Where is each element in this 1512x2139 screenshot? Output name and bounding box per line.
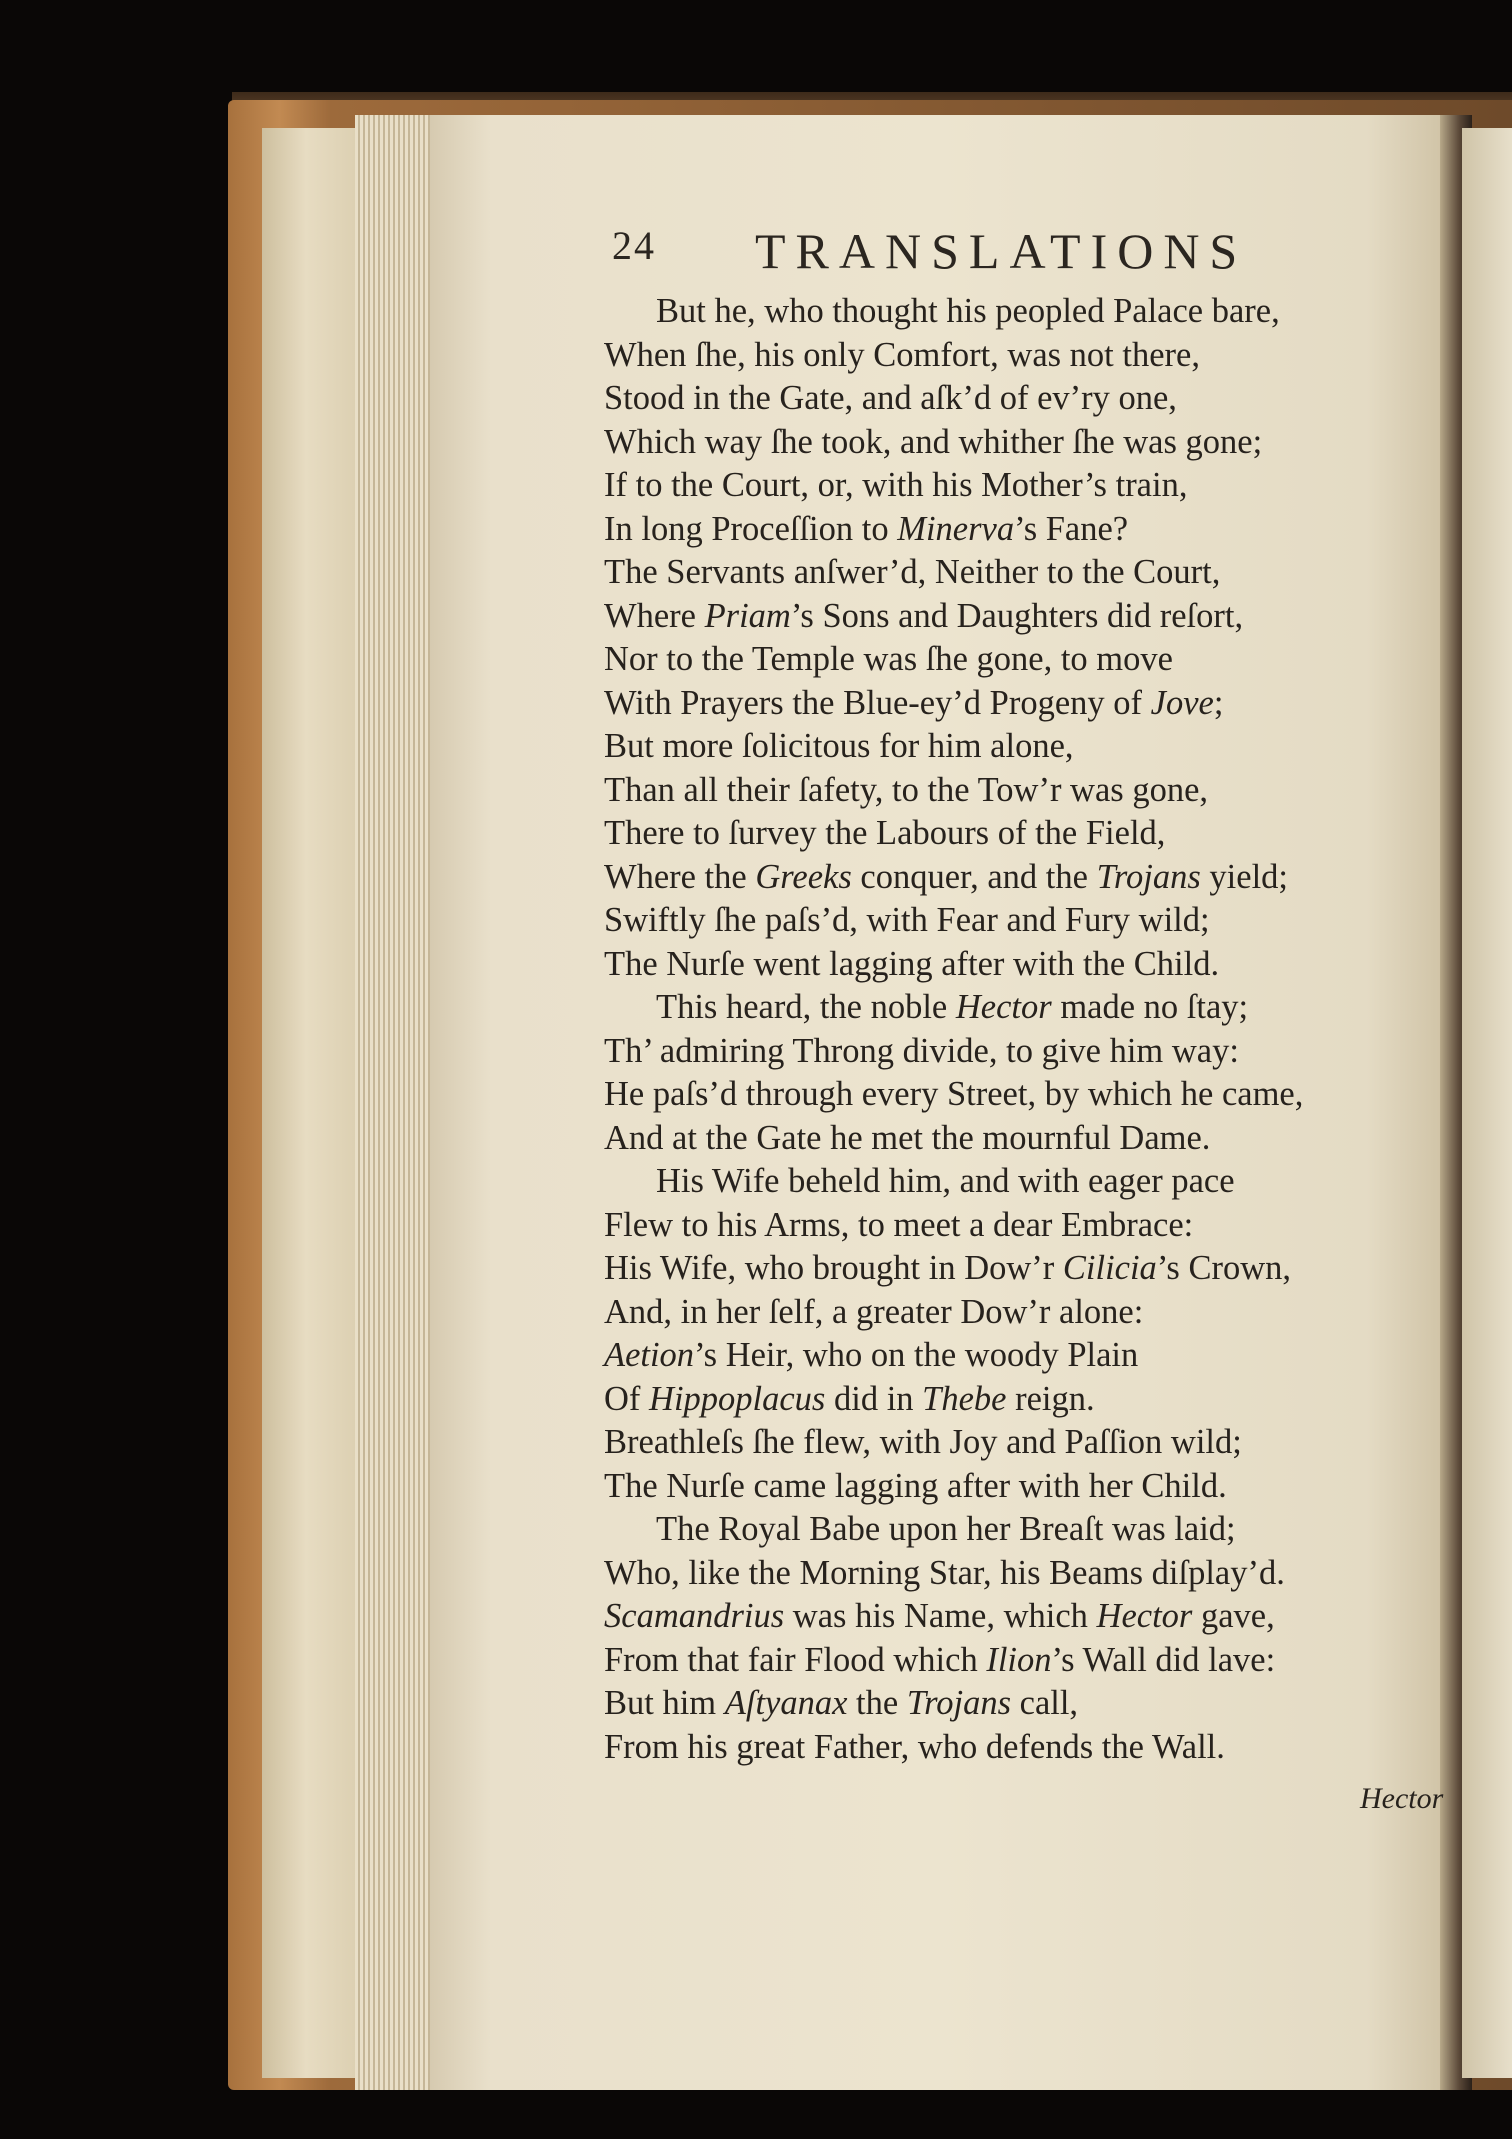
verse-segment: When ſhe, his only Comfort, was not there, — [604, 335, 1200, 374]
verse-segment: reign. — [1006, 1379, 1095, 1418]
verse-segment: Who, like the Morning Star, his Beams diſplay’d. — [604, 1553, 1285, 1592]
italic-name: Hippoplacus — [649, 1379, 826, 1418]
verse-segment: Swiftly ſhe paſs’d, with Fear and Fury wild; — [604, 901, 1210, 939]
verse-segment: Breathleſs ſhe flew, with Joy and Paſſion wild; — [604, 1423, 1242, 1461]
verse-segment: call, — [1011, 1684, 1079, 1722]
verse-segment: The Servants anſwer’d, Neither to the Court, — [604, 553, 1221, 591]
verse-segment: Which way ſhe took, and whither ſhe was gone; — [604, 422, 1263, 461]
verse-segment: In long Proceſſion to — [604, 509, 898, 548]
verse-segment: If to the Court, or, with his Mother’s train, — [604, 466, 1188, 504]
verse-line — [604, 334, 1434, 378]
verse-line — [604, 943, 1434, 987]
italic-name: Scamandrius — [604, 1597, 785, 1635]
italic-name: Hector — [1096, 1597, 1193, 1635]
verse-segment: Where the — [604, 857, 756, 896]
italic-name: Jove — [1150, 683, 1214, 722]
verse-segment: Flew to his Arms, to meet a dear Embrace: — [604, 1205, 1194, 1244]
verse-segment: Th’ admiring Throng divide, to give him way: — [604, 1031, 1239, 1070]
verse-line — [604, 1160, 1434, 1204]
verse-segment: There to ſurvey the Labours of the Field, — [604, 814, 1166, 852]
facing-page-edge — [1462, 128, 1512, 2078]
verse-segment: But he, who thought his peopled Palace bare, — [656, 292, 1280, 330]
italic-name: Ilion — [986, 1640, 1052, 1679]
verse-segment: The Nurſe went lagging after with the Child. — [604, 944, 1220, 983]
verse-line — [604, 595, 1434, 639]
verse-line — [604, 1682, 1434, 1726]
italic-name: Trojans — [906, 1684, 1012, 1722]
verse-segment: Of — [604, 1379, 650, 1418]
verse-line — [604, 1117, 1434, 1161]
italic-name: Priam — [704, 596, 791, 635]
verse-segment: The Nurſe came lagging after with her Child. — [604, 1466, 1227, 1505]
verse-line — [604, 1508, 1434, 1552]
verse-line — [604, 1030, 1434, 1074]
verse-segment: ’s Fane? — [1014, 509, 1129, 548]
verse-line — [604, 812, 1434, 856]
verse-segment: conquer, and the — [851, 857, 1097, 896]
verse-segment: ’s Sons and Daughters did reſort, — [790, 596, 1244, 635]
verse-segment: With Prayers the Blue-ey’d Progeny of — [604, 683, 1151, 722]
verse-segment: ; — [1213, 683, 1224, 722]
verse-segment: gave, — [1192, 1597, 1275, 1635]
running-title: TRANSLATIONS — [755, 223, 1248, 279]
page-number: 24 — [612, 223, 656, 268]
verse-line — [604, 682, 1434, 726]
verse-line — [604, 551, 1434, 595]
verse-segment: This heard, the noble — [656, 988, 956, 1026]
verse-line — [604, 1726, 1434, 1770]
italic-name: Trojans — [1096, 857, 1201, 896]
verse-segment: was his Name, which — [784, 1597, 1097, 1635]
verse-segment: ’s Heir, who on the woody Plain — [694, 1336, 1139, 1374]
verse-segment: His Wife beheld him, and with eager pace — [656, 1162, 1235, 1200]
verse-line — [604, 986, 1434, 1030]
verse-line — [604, 1639, 1434, 1683]
verse-line — [604, 1421, 1434, 1465]
verse-segment: And at the Gate he met the mournful Dame. — [604, 1118, 1211, 1157]
verse-segment: He paſs’d through every Street, by which he came, — [604, 1075, 1304, 1113]
verse-text — [604, 290, 1434, 1769]
verse-segment: From his great Father, who defends the Wall. — [604, 1727, 1225, 1766]
verse-segment: Stood in the Gate, and aſk’d of ev’ry one, — [604, 379, 1177, 417]
verse-segment: made no ſtay; — [1051, 988, 1249, 1026]
verse-segment: But him — [604, 1684, 725, 1722]
verse-line — [604, 769, 1434, 813]
catchword: Hector — [1360, 1782, 1444, 1815]
verse-segment: yield; — [1200, 857, 1288, 896]
italic-name: Aſtyanax — [724, 1684, 848, 1722]
verse-segment: Than all their ſafety, to the Tow’r was gone, — [604, 770, 1209, 809]
verse-line — [604, 421, 1434, 465]
page-header — [0, 222, 1512, 282]
verse-line — [604, 290, 1434, 334]
verse-segment: ’s Crown, — [1156, 1249, 1291, 1287]
italic-name: Minerva — [897, 509, 1015, 548]
verse-line — [604, 1552, 1434, 1596]
italic-name: Aetion — [604, 1336, 695, 1374]
verse-line — [604, 856, 1434, 900]
italic-name: Greeks — [755, 857, 852, 896]
verse-line — [604, 725, 1434, 769]
verse-segment: did in — [825, 1379, 923, 1418]
verse-segment: His Wife, who brought in Dow’r — [604, 1249, 1063, 1287]
verse-line — [604, 508, 1434, 552]
verse-line — [604, 1595, 1434, 1639]
verse-segment: the — [847, 1684, 907, 1722]
verse-segment: ’s Wall did lave: — [1051, 1640, 1276, 1679]
verse-line — [604, 464, 1434, 508]
verse-line — [604, 1291, 1434, 1335]
page-block-edges — [355, 115, 430, 2090]
verse-segment: Where — [604, 596, 705, 635]
verse-line — [604, 899, 1434, 943]
verse-segment: Nor to the Temple was ſhe gone, to move — [604, 640, 1173, 678]
italic-name: Thebe — [922, 1379, 1007, 1418]
verse-line — [604, 1247, 1434, 1291]
verse-segment: The Royal Babe upon her Breaſt was laid; — [656, 1510, 1236, 1548]
verse-line — [604, 377, 1434, 421]
italic-name: Cilicia — [1062, 1249, 1157, 1287]
verse-line — [604, 1334, 1434, 1378]
verse-line — [604, 1465, 1434, 1509]
verse-segment: And, in her ſelf, a greater Dow’r alone: — [604, 1292, 1144, 1331]
verse-line — [604, 1378, 1434, 1422]
verse-line — [604, 638, 1434, 682]
italic-name: Hector — [955, 988, 1052, 1026]
verse-segment: But more ſolicitous for him alone, — [604, 727, 1074, 765]
verse-line — [604, 1073, 1434, 1117]
verse-segment: From that fair Flood which — [604, 1640, 987, 1679]
verse-line — [604, 1204, 1434, 1248]
